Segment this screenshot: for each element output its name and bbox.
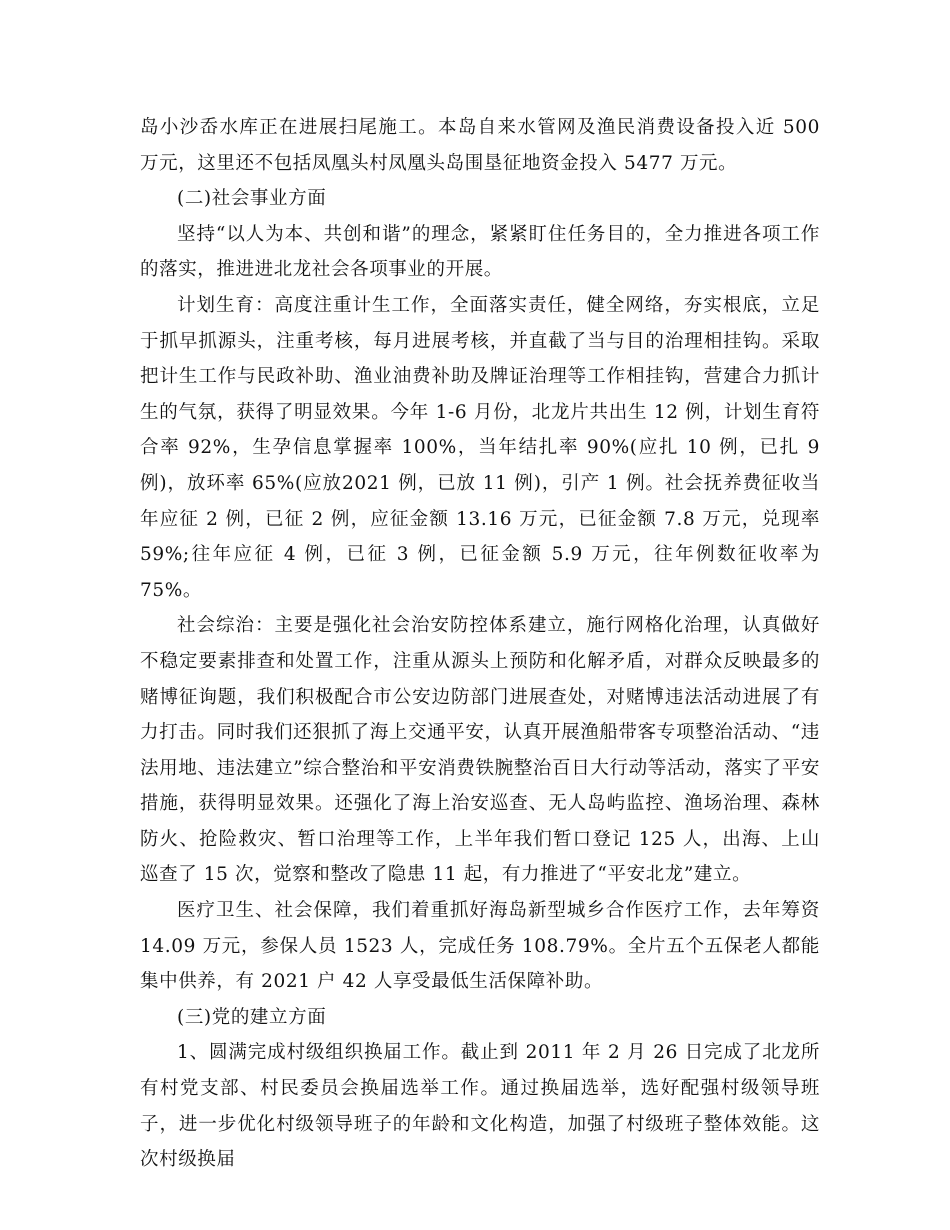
paragraph-healthcare: 医疗卫生、社会保障，我们着重抓好海岛新型城乡合作医疗工作，去年筹资14.09 万元，参保人员 1523 人，完成任务 108.79%。全片五个五保老人都能集中供养，有 2021 户 42 人享受最低生活保障补助。 [140,900,820,993]
paragraph-public-security: 社会综治：主要是强化社会治安防控体系建立，施行网格化治理，认真做好不稳定要素排查和处置工作，注重从源头上预防和化解矛盾，对群众反映最多的赌博征询题，我们积极配合市公安边防部门进展查处，对赌博违法活动进展了有力打击。同时我们还狠抓了海上交通平安，认真开展渔船带客专项整治活动、“违法用地、违法建立”综合整治和平安消费铁腕整治百日大行动等活动，落实了平安措施，获得明显效果。还强化了海上治安巡查、无人岛屿监控、渔场治理、森林防火、抢险救灾、暂口治理等工作，上半年我们暂口登记 125 人，出海、上山巡查了 15 次，觉察和整改了隐患 11 起，有力推进了“平安北龙”建立。 [140,615,820,886]
paragraph-village-election: 1、圆满完成村级组织换届工作。截止到 2011 年 2 月 26 日完成了北龙所有村党支部、村民委员会换届选举工作。通过换届选举，选好配强村级领导班子，进一步优化村级领导班子的年龄和文化构造，加强了村级班子整体效能。这次村级换届 [140,1042,820,1171]
paragraph-continuation: 岛小沙岙水库正在进展扫尾施工。本岛自来水管网及渔民消费设备投入近 500 万元，这里还不包括凤凰头村凤凰头岛围垦征地资金投入 5477 万元。 [140,117,820,174]
document-body [140,110,820,1178]
section-heading-party-building: (三)党的建立方面 [177,1006,327,1028]
paragraph-family-planning: 计划生育：高度注重计生工作，全面落实责任，健全网络，夯实根底，立足于抓早抓源头，注重考核，每月进展考核，并直截了当与目的治理相挂钩。采取把计生工作与民政补助、渔业油费补助及牌证治理等工作相挂钩，营建合力抓计生的气氛，获得了明显效果。今年 1-6 月份，北龙片共出生 12 例，计划生育符合率 92%，生孕信息掌握率 100%，当年结扎率 90%(应扎 10 例，已扎 9 例)，放环率 65%(应放2021 例，已放 11 例)，引产 1 例。社会抚养费征收当年应征 2 例，已征 2 例，应征金额 13.16 万元，已征金额 7.8 万元，兑现率 59%;往年应征 4 例，已征 3 例，已征金额 5.9 万元，往年例数征收率为 75%。 [140,294,820,601]
section-heading-social-affairs: (二)社会事业方面 [177,188,327,210]
paragraph-people-first: 坚持“以人为本、共创和谐”的理念，紧紧盯住任务目的，全力推进各项工作的落实，推进进北龙社会各项事业的开展。 [140,223,820,281]
